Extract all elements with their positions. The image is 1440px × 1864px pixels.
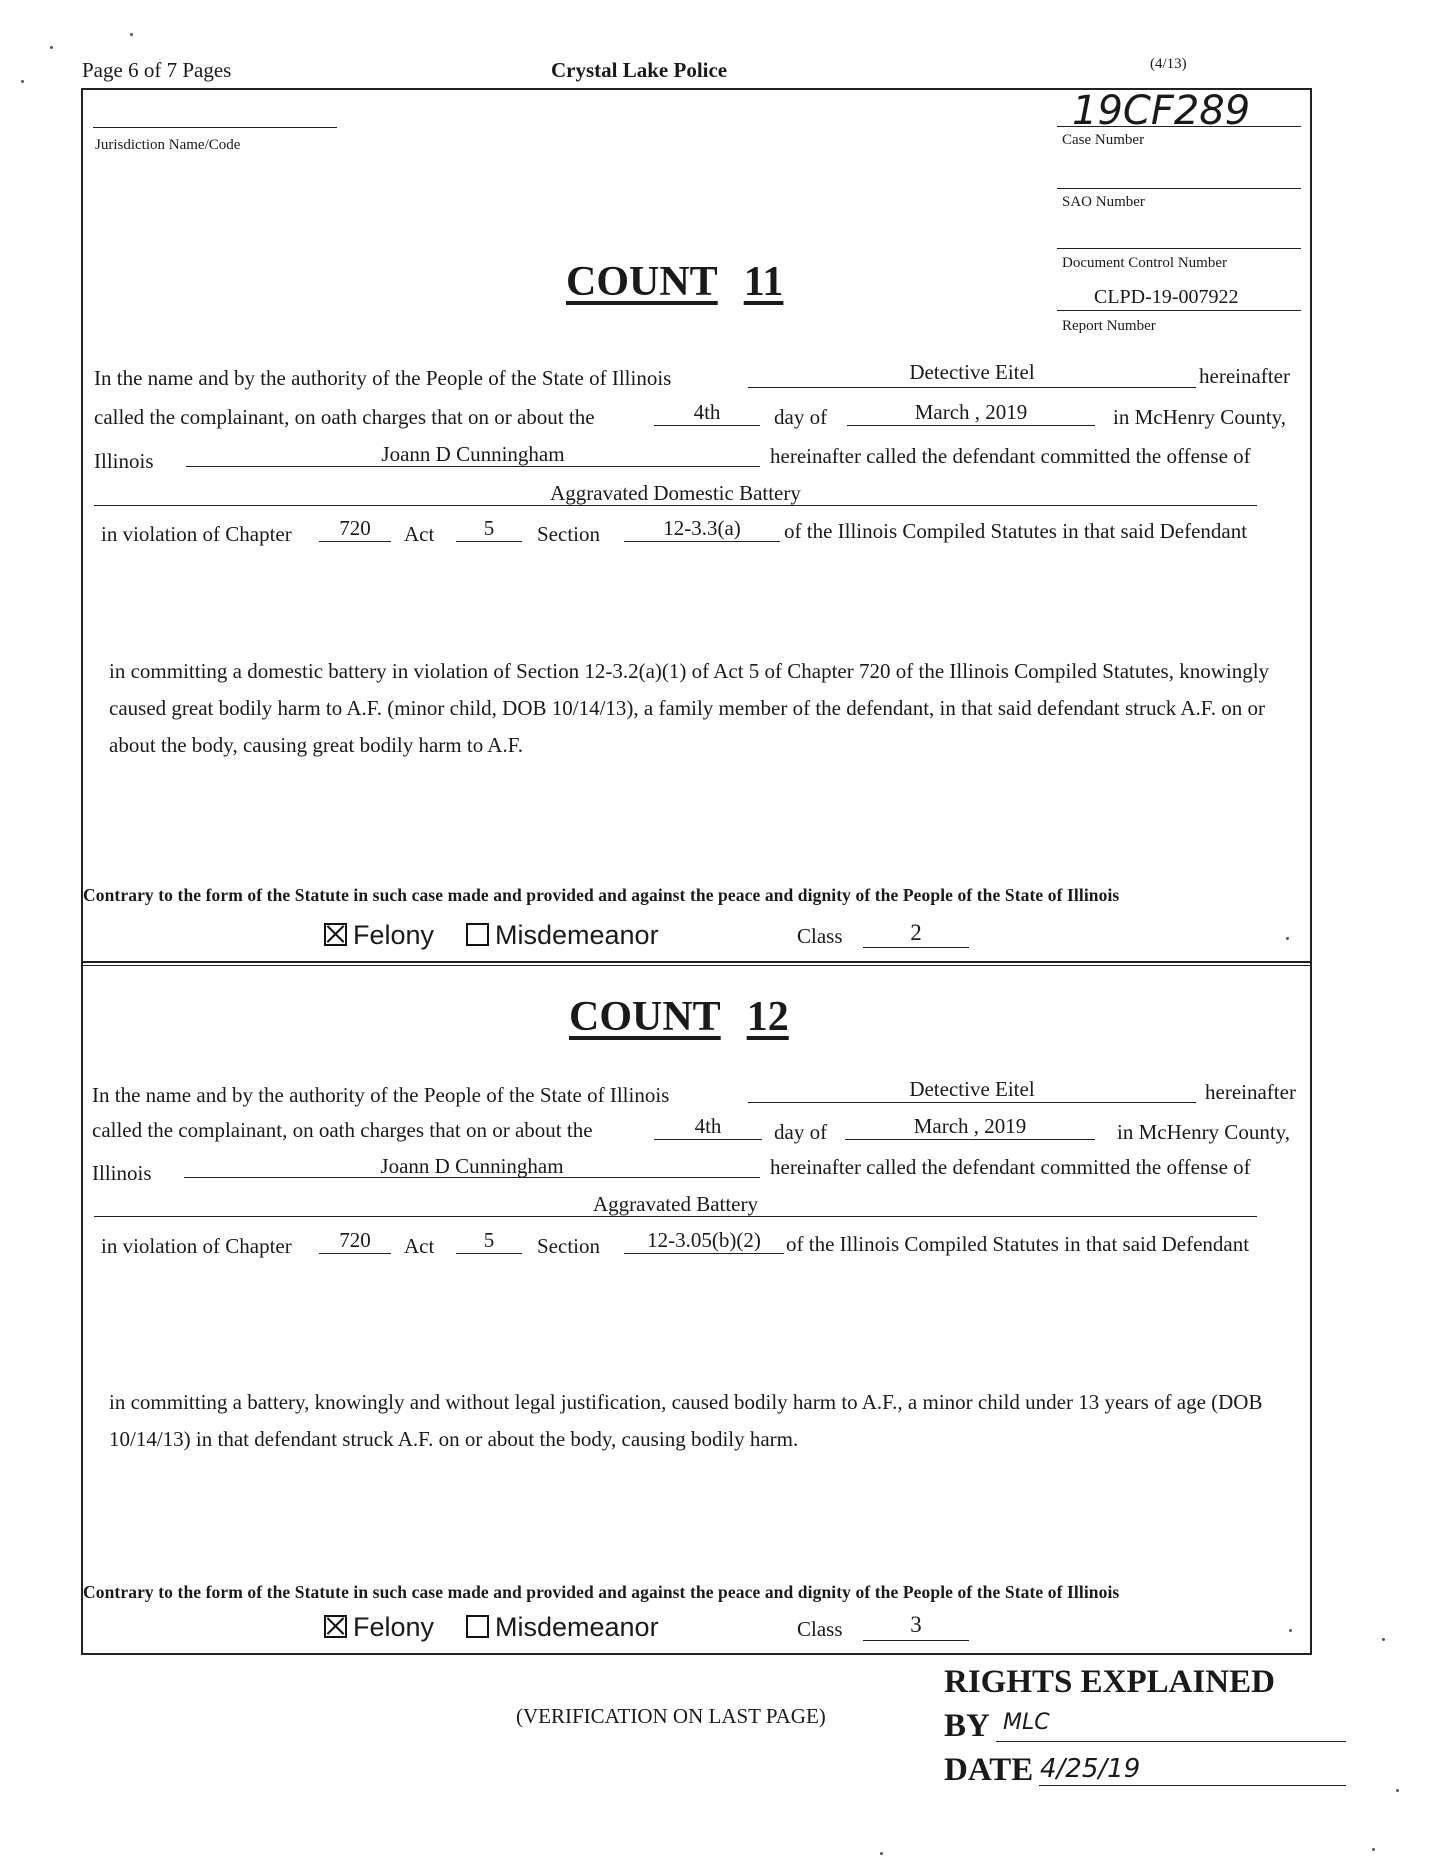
rights-by-label: BY xyxy=(944,1708,990,1744)
day-value: 4th xyxy=(694,1114,722,1138)
count-heading xyxy=(569,993,789,1041)
complainant-value: Detective Eitel xyxy=(909,1077,1035,1101)
authority-text: In the name and by the authority of the People of the State of Illinois xyxy=(92,1083,670,1107)
rights-explained-heading: RIGHTS EXPLAINED xyxy=(944,1664,1275,1700)
contrary-statement: Contrary to the form of the Statute in such case made and provided and against the peace and dignity of the People of the State of Illinois xyxy=(83,885,1120,905)
misdemeanor-checkbox[interactable] xyxy=(466,920,659,951)
county-text: in McHenry County, xyxy=(1117,1120,1291,1144)
illinois-text: Illinois xyxy=(92,1161,152,1185)
rights-date-value: 4/25/19 xyxy=(1040,1754,1141,1784)
defendant-offense-text: hereinafter called the defendant committed the offense of xyxy=(770,1155,1251,1179)
month-year-line xyxy=(845,1139,1095,1140)
authority-text: In the name and by the authority of the People of the State of Illinois xyxy=(94,366,672,390)
case-number-label: Case Number xyxy=(1062,132,1145,148)
scan-speckle xyxy=(50,46,53,49)
month-year-line xyxy=(847,425,1095,426)
hereinafter-text: hereinafter xyxy=(1205,1080,1296,1104)
defendant-value: Joann D Cunningham xyxy=(380,1154,564,1178)
felony-label: Felony xyxy=(353,1612,435,1642)
report-number-label: Report Number xyxy=(1062,318,1156,334)
month-year-value: March , 2019 xyxy=(913,1114,1027,1138)
misdemeanor-checkbox-box[interactable] xyxy=(466,1615,489,1638)
dcn-line xyxy=(1057,248,1301,249)
statutes-text: of the Illinois Compiled Statutes in that said Defendant xyxy=(784,519,1248,543)
case-number-line xyxy=(1057,126,1301,127)
offense-value: Aggravated Domestic Battery xyxy=(550,481,801,505)
section-value: 12-3.3(a) xyxy=(663,516,741,540)
scan-speckle xyxy=(1289,1629,1292,1632)
act-line xyxy=(456,541,522,542)
felony-label: Felony xyxy=(353,920,435,950)
class-text: Class xyxy=(797,924,843,948)
class-line xyxy=(863,1640,969,1641)
act-value: 5 xyxy=(483,1228,495,1252)
misdemeanor-checkbox[interactable] xyxy=(466,1612,659,1643)
class-value: 3 xyxy=(910,1612,922,1637)
contrary-statement: Contrary to the form of the Statute in such case made and provided and against the peace and dignity of the People of the State of Illinois xyxy=(83,1582,1120,1602)
chapter-line xyxy=(319,541,391,542)
rights-date-label: DATE xyxy=(944,1752,1034,1788)
section-line xyxy=(624,1253,784,1254)
day-value: 4th xyxy=(693,400,721,424)
chapter-value: 720 xyxy=(339,516,371,540)
verification-note: (VERIFICATION ON LAST PAGE) xyxy=(516,1704,826,1728)
day-line xyxy=(654,1139,762,1140)
act-line xyxy=(456,1253,522,1254)
form-revision-code: (4/13) xyxy=(1150,56,1187,72)
document-control-number-label: Document Control Number xyxy=(1062,255,1227,271)
county-text: in McHenry County, xyxy=(1113,405,1287,429)
misdemeanor-label: Misdemeanor xyxy=(495,920,659,950)
act-text: Act xyxy=(404,522,435,546)
count-word: COUNT xyxy=(569,994,721,1040)
complainant-line xyxy=(748,1102,1196,1103)
report-number-value: CLPD-19-007922 xyxy=(1094,286,1239,308)
illinois-text: Illinois xyxy=(94,449,154,473)
defendant-value: Joann D Cunningham xyxy=(381,442,565,466)
section-text: Section xyxy=(537,522,600,546)
complainant-value: Detective Eitel xyxy=(909,360,1035,384)
sao-number-label: SAO Number xyxy=(1062,194,1145,210)
count-word: COUNT xyxy=(566,259,718,305)
day-of-text: day of xyxy=(774,1120,828,1144)
statutes-text: of the Illinois Compiled Statutes in that said Defendant xyxy=(786,1232,1250,1256)
rights-by-initials: MLC xyxy=(1003,1710,1050,1735)
defendant-offense-text: hereinafter called the defendant committed the offense of xyxy=(770,444,1251,468)
scan-speckle xyxy=(21,80,24,83)
count-number: 11 xyxy=(743,259,784,305)
felony-checkbox-box[interactable] xyxy=(324,923,347,946)
section-text: Section xyxy=(537,1234,600,1258)
jurisdiction-line xyxy=(93,127,337,128)
month-year-value: March , 2019 xyxy=(914,400,1028,424)
complainant-called-text: called the complainant, on oath charges that on or about the xyxy=(94,405,595,429)
scan-speckle xyxy=(1286,937,1289,940)
day-line xyxy=(654,425,760,426)
offense-value: Aggravated Battery xyxy=(592,1192,759,1216)
scan-speckle xyxy=(1396,1789,1399,1792)
hereinafter-text: hereinafter xyxy=(1199,364,1290,388)
section-line xyxy=(624,541,780,542)
count-divider xyxy=(81,961,1312,966)
scan-speckle xyxy=(880,1852,883,1855)
class-value: 2 xyxy=(910,920,922,945)
felony-checkbox[interactable] xyxy=(324,1612,434,1643)
class-text: Class xyxy=(797,1617,843,1641)
rights-by-line xyxy=(996,1741,1346,1742)
violation-chapter-text: in violation of Chapter xyxy=(101,522,292,546)
felony-checkbox[interactable] xyxy=(324,920,434,951)
chapter-line xyxy=(319,1253,391,1254)
scan-speckle xyxy=(1372,1848,1375,1851)
agency-name: Crystal Lake Police xyxy=(551,58,728,82)
count-narrative: in committing a battery, knowingly and without legal justification, caused bodily harm to A.F., a minor child under 13 years of age (DOB 10/14/13) in that defendant struck A.F. on or about the body, causing bodily harm. xyxy=(109,1390,1263,1451)
complainant-line xyxy=(748,387,1196,388)
jurisdiction-label: Jurisdiction Name/Code xyxy=(95,137,241,153)
chapter-value: 720 xyxy=(339,1228,371,1252)
act-value: 5 xyxy=(483,516,495,540)
violation-chapter-text: in violation of Chapter xyxy=(101,1234,292,1258)
misdemeanor-label: Misdemeanor xyxy=(495,1612,659,1642)
count-heading xyxy=(566,258,783,306)
scan-speckle xyxy=(1382,1638,1385,1641)
day-of-text: day of xyxy=(774,405,828,429)
misdemeanor-checkbox-box[interactable] xyxy=(466,923,489,946)
class-line xyxy=(863,947,969,948)
count-number: 12 xyxy=(746,994,789,1040)
report-number-line xyxy=(1057,310,1301,311)
act-text: Act xyxy=(404,1234,435,1258)
rights-date-line xyxy=(1039,1785,1346,1786)
complainant-called-text: called the complainant, on oath charges that on or about the xyxy=(92,1118,593,1142)
case-number-value: 19CF289 xyxy=(1072,88,1251,134)
sao-number-line xyxy=(1057,188,1301,189)
felony-checkbox-box[interactable] xyxy=(324,1615,347,1638)
scan-speckle xyxy=(130,33,133,36)
page-indicator: Page 6 of 7 Pages xyxy=(82,58,232,82)
section-value: 12-3.05(b)(2) xyxy=(647,1228,761,1252)
count-narrative: in committing a domestic battery in violation of Section 12-3.2(a)(1) of Act 5 of Chapter 720 of the Illinois Compiled Statutes, knowingly caused great bodily harm to A.F. (minor child, DOB 10/14/13), a family member of the defendant, in that said defendant struck A.F. on or about the body, causing great bodily harm to A.F. xyxy=(109,659,1270,757)
